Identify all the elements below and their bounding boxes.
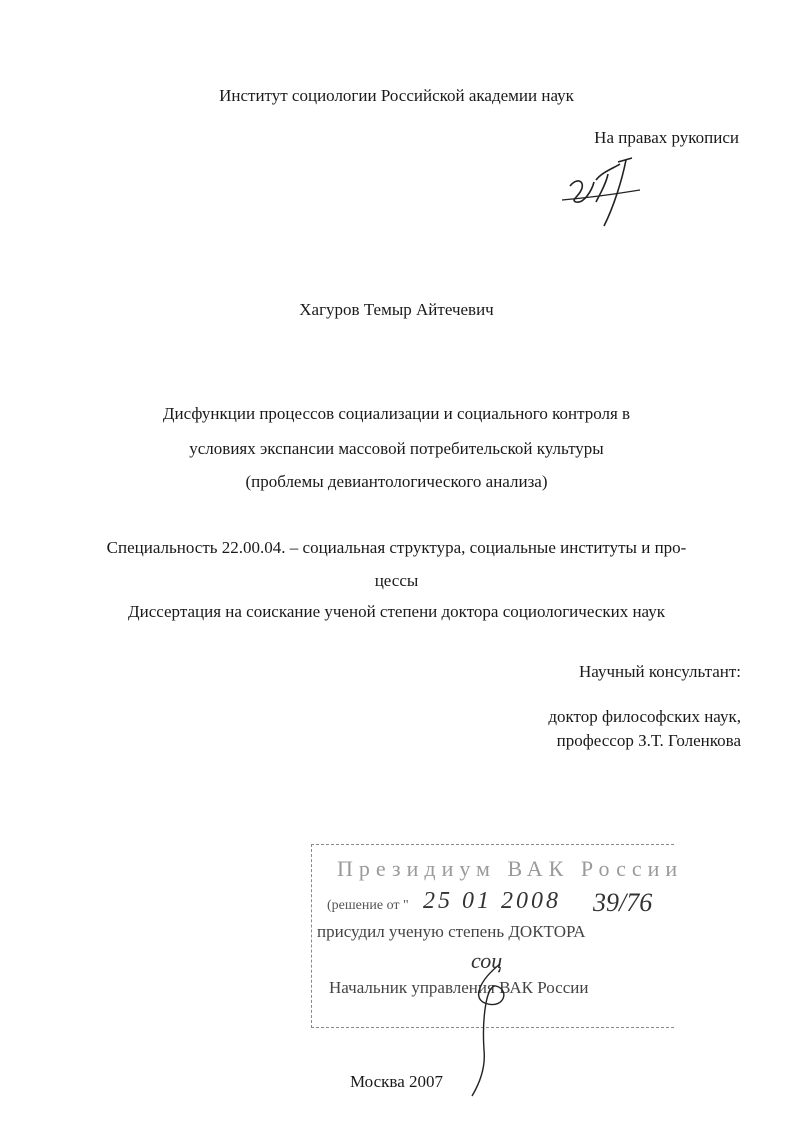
specialty-line-2: цессы [374,571,419,590]
title-line-2: условиях экспансии массовой потребительской культуры [189,439,604,458]
title-line-3: (проблемы девиантологического анализа) [245,472,548,491]
city-year: Москва 2007 [349,1072,444,1091]
rights-note: На правах рукописи [594,128,739,147]
institute-name: Институт социологии Российской академии наук [219,86,574,105]
stamp-head: Начальник управления ВАК России [329,978,589,997]
handwritten-signature [556,150,656,230]
author-name: Хагуров Темыр Айтечевич [299,300,494,319]
specialty-line-1: Специальность 22.00.04. – социальная структура, социальные институты и про- [106,538,687,557]
stamp-handwritten-note: соц [471,948,503,973]
consultant-degree: доктор философских наук, [548,707,741,726]
stamp-awarded: присудил ученую степень ДОКТОРА [317,922,586,941]
dissertation-type: Диссертация на соискание ученой степени доктора социологических наук [128,602,665,621]
consultant-label: Научный консультант: [579,662,741,681]
stamp-decision-label: (решение от " [327,898,409,913]
stamp-date: 25 01 2008 [423,888,561,914]
stamp-header: Президиум ВАК России [337,856,684,881]
consultant-name: профессор З.Т. Голенкова [556,731,741,750]
title-line-1: Дисфункции процессов социализации и социального контроля в [162,404,631,423]
stamp-number: 39/76 [593,888,653,917]
